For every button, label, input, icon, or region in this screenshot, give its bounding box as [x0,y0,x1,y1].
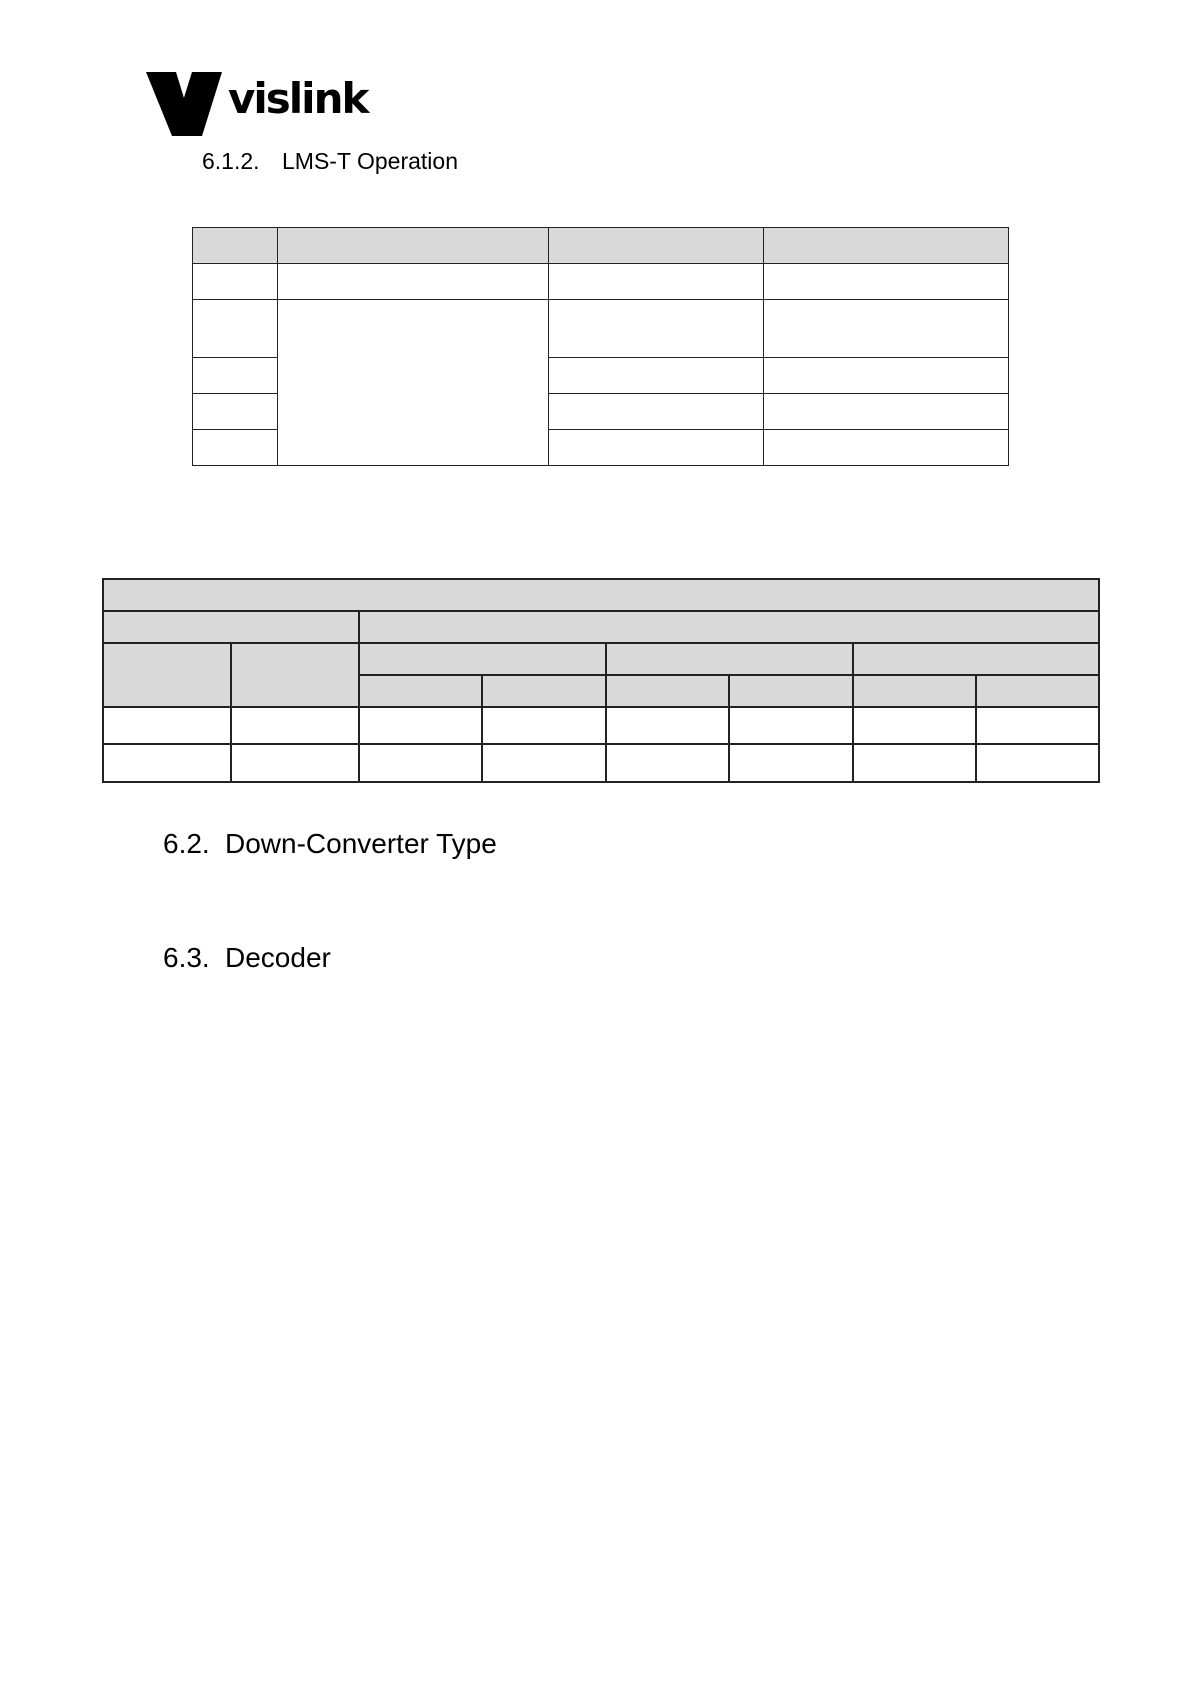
header-cell [103,579,1099,611]
table-cell [853,707,976,744]
table-cell [359,707,482,744]
table-header-row [103,611,1099,643]
header-cell [103,643,231,707]
section-title: Down-Converter Type [225,828,497,859]
table-cell [103,744,231,782]
table-header-row [103,643,1099,675]
vislink-logo [146,72,368,136]
table-cell [606,744,729,782]
table-row [193,300,1009,358]
table-cell [729,744,853,782]
table-row [103,707,1099,744]
table-cell [549,264,764,300]
header-cell [549,228,764,264]
header-cell [606,643,853,675]
frequency-band-table [102,578,1100,783]
header-cell [231,643,359,707]
table-cell [482,744,606,782]
lms-t-operation-table [192,227,1009,466]
table-cell [549,358,764,394]
table-cell [549,300,764,358]
section-title: Decoder [225,942,331,973]
header-cell [764,228,1009,264]
table-cell [853,744,976,782]
header-cell [729,675,853,707]
header-cell [853,643,1099,675]
table-cell [549,430,764,466]
table-cell [549,394,764,430]
header-cell [359,675,482,707]
table-cell [193,358,278,394]
section-heading-decoder [163,942,331,974]
subsection-title: LMS-T Operation [282,148,458,174]
section-number: 6.3. [163,942,210,973]
header-cell [359,611,1099,643]
table-cell [606,707,729,744]
table-cell [278,264,549,300]
header-cell [606,675,729,707]
table-cell [193,264,278,300]
section-heading-down-converter-type [163,828,497,860]
merged-cell [278,300,549,466]
table-cell [976,707,1099,744]
table-cell [482,707,606,744]
table-cell [764,300,1009,358]
section-number: 6.2. [163,828,210,859]
header-cell [482,675,606,707]
table-cell [193,430,278,466]
table-cell [976,744,1099,782]
table-row [193,264,1009,300]
header-cell [853,675,976,707]
table-cell [359,744,482,782]
table-cell [231,707,359,744]
header-cell [103,611,359,643]
subsection-number: 6.1.2. [202,148,260,174]
table-header-row [193,228,1009,264]
vislink-v-mark-icon [146,72,226,136]
header-cell [278,228,549,264]
table-cell [193,394,278,430]
subsection-heading [202,148,458,175]
table-cell [764,394,1009,430]
table-cell [729,707,853,744]
table-row [103,744,1099,782]
logo-wordmark: vislink [228,74,368,123]
table-cell [764,430,1009,466]
table-title-row [103,579,1099,611]
table-cell [193,300,278,358]
table-cell [103,707,231,744]
table-cell [231,744,359,782]
header-cell [359,643,606,675]
header-cell [976,675,1099,707]
table-cell [764,264,1009,300]
header-cell [193,228,278,264]
table-cell [764,358,1009,394]
